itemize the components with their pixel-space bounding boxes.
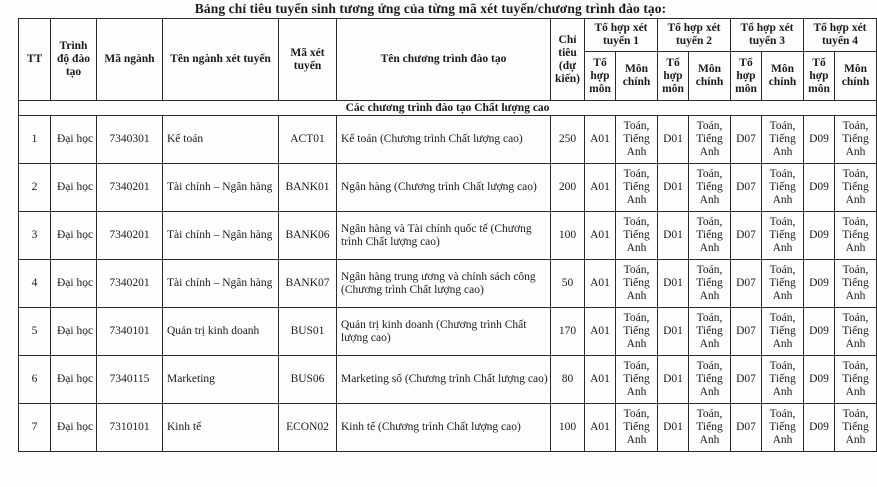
row-number-cell: 1 [19, 116, 51, 164]
admission-code-cell: BANK07 [279, 260, 337, 308]
combo-4-code-cell: D09 [804, 308, 835, 356]
row-number-cell: 2 [19, 164, 51, 212]
major-name-cell: Tài chính – Ngân hàng [163, 260, 279, 308]
combo-3-code-cell: D07 [731, 260, 762, 308]
major-name-cell: Kinh tế [163, 404, 279, 452]
combo-1-main-subjects-cell: Toán, Tiếng Anh [616, 260, 658, 308]
major-name-cell: Quản trị kinh doanh [163, 308, 279, 356]
combo-4-code-cell: D09 [804, 260, 835, 308]
combo-4-code-cell: D09 [804, 404, 835, 452]
row-number-cell: 7 [19, 404, 51, 452]
quota-cell: 80 [551, 356, 585, 404]
combo-3-code-cell: D07 [731, 356, 762, 404]
major-name-cell: Tài chính – Ngân hàng [163, 212, 279, 260]
major-code-cell: 7310101 [97, 404, 163, 452]
row-number-cell: 3 [19, 212, 51, 260]
combo-4-main-subjects-cell: Toán, Tiếng Anh [835, 116, 877, 164]
combo-2-code-cell: D01 [658, 260, 689, 308]
combo-1-main-subjects-cell: Toán, Tiếng Anh [616, 212, 658, 260]
combo-1-code-cell: A01 [585, 404, 616, 452]
program-name-cell: Marketing số (Chương trình Chất lượng cao) [337, 356, 551, 404]
combo-2-main-subjects-cell: Toán, Tiếng Anh [689, 116, 731, 164]
header-quota: Chỉ tiêu (dự kiến) [551, 19, 585, 101]
combo-2-code-cell: D01 [658, 116, 689, 164]
training-level-cell: Đại học [51, 308, 97, 356]
combo-4-main-subjects-cell: Toán, Tiếng Anh [835, 164, 877, 212]
combo-1-main-subjects-cell: Toán, Tiếng Anh [616, 356, 658, 404]
row-number-cell: 6 [19, 356, 51, 404]
combo-2-code-cell: D01 [658, 164, 689, 212]
combo-2-code-cell: D01 [658, 356, 689, 404]
combo-3-code-cell: D07 [731, 404, 762, 452]
admission-code-cell: BANK01 [279, 164, 337, 212]
combo-4-code-cell: D09 [804, 116, 835, 164]
major-code-cell: 7340101 [97, 308, 163, 356]
header-combo-subjects: Tổ hợp môn [804, 52, 835, 101]
combo-4-main-subjects-cell: Toán, Tiếng Anh [835, 356, 877, 404]
combo-2-code-cell: D01 [658, 212, 689, 260]
header-combo-2: Tổ hợp xét tuyển 2 [658, 19, 731, 52]
combo-4-main-subjects-cell: Toán, Tiếng Anh [835, 260, 877, 308]
combo-1-main-subjects-cell: Toán, Tiếng Anh [616, 308, 658, 356]
combo-2-code-cell: D01 [658, 308, 689, 356]
table-row [19, 404, 877, 452]
major-name-cell: Tài chính – Ngân hàng [163, 164, 279, 212]
combo-1-code-cell: A01 [585, 308, 616, 356]
program-name-cell: Quản trị kinh doanh (Chương trình Chất lượng cao) [337, 308, 551, 356]
combo-1-main-subjects-cell: Toán, Tiếng Anh [616, 164, 658, 212]
combo-4-main-subjects-cell: Toán, Tiếng Anh [835, 404, 877, 452]
combo-1-code-cell: A01 [585, 116, 616, 164]
training-level-cell: Đại học [51, 212, 97, 260]
combo-3-code-cell: D07 [731, 308, 762, 356]
combo-4-main-subjects-cell: Toán, Tiếng Anh [835, 308, 877, 356]
major-name-cell: Kế toán [163, 116, 279, 164]
section-title: Các chương trình đào tạo Chất lượng cao [19, 101, 877, 116]
combo-3-code-cell: D07 [731, 164, 762, 212]
table-row [19, 356, 877, 404]
page-title: Bảng chỉ tiêu tuyển sinh tương ứng của từng mã xét tuyển/chương trình đào tạo: [194, 1, 667, 16]
combo-3-main-subjects-cell: Toán, Tiếng Anh [762, 116, 804, 164]
admission-code-cell: BUS01 [279, 308, 337, 356]
header-combo-1: Tổ hợp xét tuyển 1 [585, 19, 658, 52]
header-major-code: Mã ngành [97, 19, 163, 101]
program-name-cell: Ngân hàng trung ương và chính sách công (Chương trình Chất lượng cao) [337, 260, 551, 308]
combo-1-main-subjects-cell: Toán, Tiếng Anh [616, 404, 658, 452]
combo-3-code-cell: D07 [731, 212, 762, 260]
table-row [19, 212, 877, 260]
training-level-cell: Đại học [51, 356, 97, 404]
header-level: Trình độ đào tạo [51, 19, 97, 101]
header-main-subject: Môn chính [835, 52, 877, 101]
training-level-cell: Đại học [51, 164, 97, 212]
program-name-cell: Kinh tế (Chương trình Chất lượng cao) [337, 404, 551, 452]
combo-3-main-subjects-cell: Toán, Tiếng Anh [762, 356, 804, 404]
program-name-cell: Kế toán (Chương trình Chất lượng cao) [337, 116, 551, 164]
combo-2-main-subjects-cell: Toán, Tiếng Anh [689, 308, 731, 356]
major-code-cell: 7340201 [97, 212, 163, 260]
header-main-subject: Môn chính [616, 52, 658, 101]
header-combo-subjects: Tổ hợp môn [585, 52, 616, 101]
header-tt: TT [19, 19, 51, 101]
program-name-cell: Ngân hàng và Tài chính quốc tế (Chương trình Chất lượng cao) [337, 212, 551, 260]
combo-3-code-cell: D07 [731, 116, 762, 164]
admission-code-cell: ACT01 [279, 116, 337, 164]
combo-4-main-subjects-cell: Toán, Tiếng Anh [835, 212, 877, 260]
quota-cell: 100 [551, 404, 585, 452]
combo-4-code-cell: D09 [804, 212, 835, 260]
combo-1-main-subjects-cell: Toán, Tiếng Anh [616, 116, 658, 164]
training-level-cell: Đại học [51, 116, 97, 164]
table-row [19, 308, 877, 356]
quota-cell: 250 [551, 116, 585, 164]
combo-2-code-cell: D01 [658, 404, 689, 452]
quota-cell: 200 [551, 164, 585, 212]
major-code-cell: 7340301 [97, 116, 163, 164]
program-name-cell: Ngân hàng (Chương trình Chất lượng cao) [337, 164, 551, 212]
combo-2-main-subjects-cell: Toán, Tiếng Anh [689, 212, 731, 260]
row-number-cell: 5 [19, 308, 51, 356]
combo-1-code-cell: A01 [585, 212, 616, 260]
row-number-cell: 4 [19, 260, 51, 308]
header-program-name: Tên chương trình đào tạo [337, 19, 551, 101]
quota-cell: 170 [551, 308, 585, 356]
table-row [19, 260, 877, 308]
major-code-cell: 7340201 [97, 260, 163, 308]
admission-code-cell: BANK06 [279, 212, 337, 260]
admission-code-cell: BUS06 [279, 356, 337, 404]
header-combo-3: Tổ hợp xét tuyển 3 [731, 19, 804, 52]
header-admission-code: Mã xét tuyển [279, 19, 337, 101]
combo-3-main-subjects-cell: Toán, Tiếng Anh [762, 212, 804, 260]
major-name-cell: Marketing [163, 356, 279, 404]
combo-2-main-subjects-cell: Toán, Tiếng Anh [689, 164, 731, 212]
combo-2-main-subjects-cell: Toán, Tiếng Anh [689, 260, 731, 308]
admission-quota-table [18, 18, 877, 452]
combo-2-main-subjects-cell: Toán, Tiếng Anh [689, 404, 731, 452]
header-major-name: Tên ngành xét tuyển [163, 19, 279, 101]
table-row [19, 164, 877, 212]
combo-3-main-subjects-cell: Toán, Tiếng Anh [762, 404, 804, 452]
header-main-subject: Môn chính [762, 52, 804, 101]
header-combo-4: Tổ hợp xét tuyển 4 [804, 19, 877, 52]
combo-3-main-subjects-cell: Toán, Tiếng Anh [762, 164, 804, 212]
major-code-cell: 7340201 [97, 164, 163, 212]
training-level-cell: Đại học [51, 404, 97, 452]
combo-3-main-subjects-cell: Toán, Tiếng Anh [762, 260, 804, 308]
admission-code-cell: ECON02 [279, 404, 337, 452]
quota-cell: 50 [551, 260, 585, 308]
table-row [19, 116, 877, 164]
combo-4-code-cell: D09 [804, 164, 835, 212]
combo-1-code-cell: A01 [585, 356, 616, 404]
header-main-subject: Môn chính [689, 52, 731, 101]
combo-1-code-cell: A01 [585, 164, 616, 212]
combo-3-main-subjects-cell: Toán, Tiếng Anh [762, 308, 804, 356]
training-level-cell: Đại học [51, 260, 97, 308]
combo-4-code-cell: D09 [804, 356, 835, 404]
quota-cell: 100 [551, 212, 585, 260]
major-code-cell: 7340115 [97, 356, 163, 404]
header-combo-subjects: Tổ hợp môn [731, 52, 762, 101]
header-combo-subjects: Tổ hợp môn [658, 52, 689, 101]
combo-1-code-cell: A01 [585, 260, 616, 308]
combo-2-main-subjects-cell: Toán, Tiếng Anh [689, 356, 731, 404]
